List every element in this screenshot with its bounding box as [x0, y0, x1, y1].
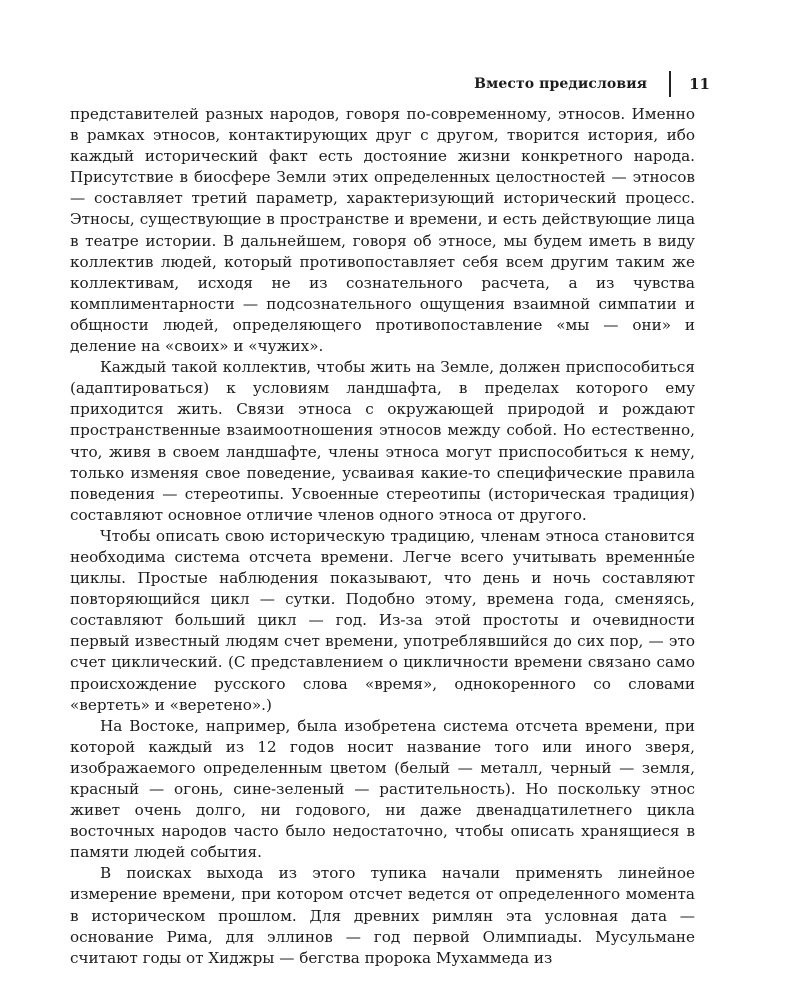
header-divider	[669, 71, 671, 97]
body-text	[70, 104, 695, 969]
running-title: Вместо предисловия	[474, 76, 648, 92]
running-head	[474, 70, 710, 98]
paragraph: Чтобы описать свою историческую традицию, членам этноса становится необходима система отсчета времени. Легче всего учитывать временны́е циклы. Простые наблюдения показывают, что день и ночь составляют повторяющийся цикл — сутки. Подобно этому, времена года, сменяясь, составляют больший цикл — год. Из-за этой простоты и очевидности первый известный людям счет времени, употреблявшийся до сих пор, — это счет циклический. (С представлением о цикличности времени связано само происхождение русского слова «время», однокоренного со словами «вертеть» и «веретено».)	[70, 526, 695, 714]
paragraph: На Востоке, например, была изобретена система отсчета времени, при которой каждый из 12 годов носит название того или иного зверя, изображаемого определенным цветом (белый — металл, черный — земля, красный — огонь, сине-зеленый — растительность). Но поскольку этнос живет очень долго, ни годового, ни даже двенадцатилетнего цикла восточных народов часто было недостаточно, чтобы описать хранящиеся в памяти людей события.	[70, 716, 695, 862]
page-number: 11	[689, 75, 710, 93]
paragraph: Каждый такой коллектив, чтобы жить на Земле, должен приспособиться (адаптироваться) к условиям ландшафта, в пределах которого ему приходится жить. Связи этноса с окружающей природой и рождают пространственные взаимоотношения этносов между собой. Но естественно, что, живя в своем ландшафте, члены этноса могут приспособиться к нему, только изменяя свое поведение, усваивая какие-то специфические правила поведения — стереотипы. Усвоенные стереотипы (историческая традиция) составляют основное отличие членов одного этноса от другого.	[70, 358, 695, 524]
paragraph-continued: представителей разных народов, говоря по-современному, этносов. Именно в рамках этносов, контактирующих друг с другом, творится история, ибо каждый исторический факт есть достояние жизни конкретного народа. Присутствие в биосфере Земли этих определенных целостностей — этносов — составляет третий параметр, характеризующий исторический процесс. Этносы, существующие в пространстве и времени, и есть действующие лица в театре истории. В дальнейшем, говоря об этносе, мы будем иметь в виду коллектив людей, который противопоставляет себя всем другим таким же коллективам, исходя не из сознательного расчета, а из чувства комплиментарности — подсознательного ощущения взаимной симпатии и общности людей, определяющего противопоставление «мы — они» и деление на «своих» и «чужих».	[70, 105, 695, 356]
paragraph: В поисках выхода из этого тупика начали применять линейное измерение времени, при котором отсчет ведется от определенного момента в историческом прошлом. Для древних римлян эта условная дата — основание Рима, для эллинов — год первой Олимпиады. Мусульмане считают годы от Хиджры — бегства пророка Мухаммеда из	[70, 864, 695, 967]
